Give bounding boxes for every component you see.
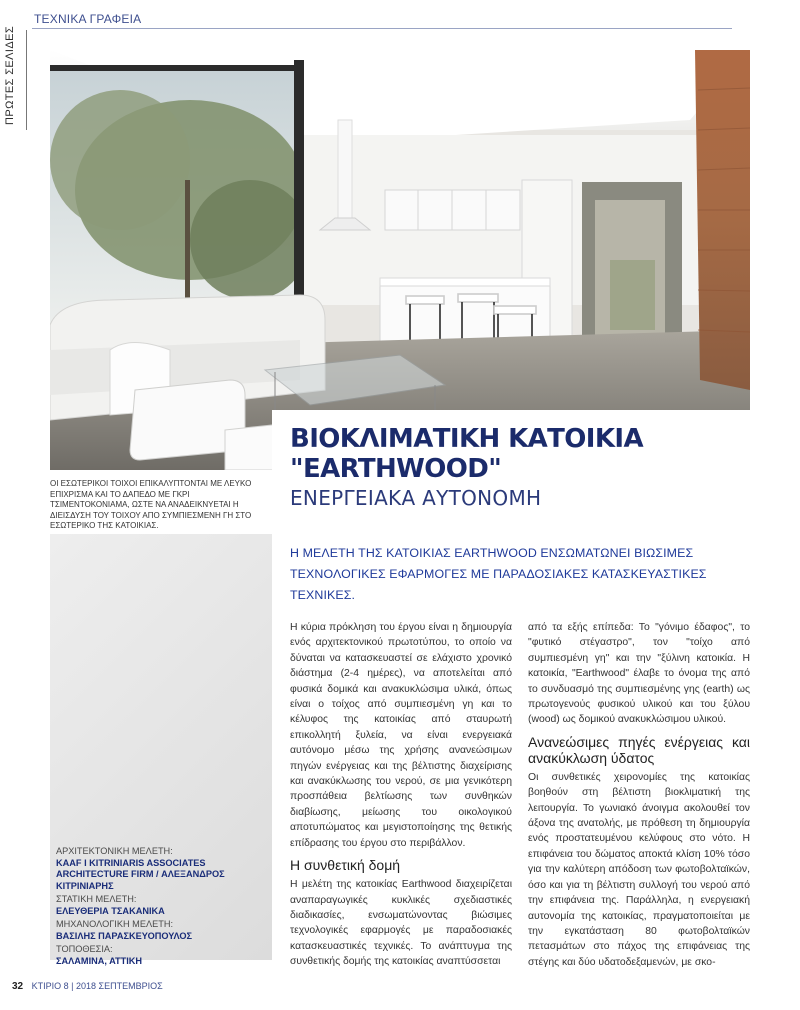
magazine-issue: ΚΤΙΡΙΟ 8 | 2018 ΣΕΠΤΕΜΒΡΙΟΣ — [31, 981, 163, 991]
body-paragraph: Οι συνθετικές χειρονομίες της κατοικίας βοηθούν στη βέλτιστη βιοκλιματική της λειτουργία. Το γωνιακό άνοιγμα ακολουθεί τον άξονα της ανατολής, με πρόθεση τη δημιουργία ενός προστατευμένου κελύφους στο νότο. Η επιφάνεια του δώματος αποκτά κλίση 10% τόσο για την καλύτερη απόδοση των φωτοβολταϊκών, όσο και για τη βέλτιστη συλλογή του νερού από την επιφάνεια της. Παράλληλα, η ενεργειακή αυτονομία της κατοικίας, πραγματοποιείται με την εγκατάσταση 80 φωτοβολταϊκών πετασμάτων στο πάχος της επιφάνειας της στέγης και δύο υδατοδεξαμενών, με σκο- — [528, 771, 750, 968]
body-paragraph: Η μελέτη της κατοικίας Earthwood διαχειρίζεται αναπαραγωγικές κυκλικές σχεδιαστικές διαδικασίες, ενσωματώνοντας βιώσιμες τεχνολογικές εφαρμογές με παραδοσιακές κατασκευαστικές τεχνικές. Το ανάπτυγμα της συνθετικής δομής της κατοικίας αναπτύσσεται — [290, 879, 512, 968]
project-credits — [56, 846, 272, 969]
hero-render-image — [50, 50, 750, 470]
credit-value: ΒΑΣΙΛΗΣ ΠΑΡΑΣΚΕΥΟΠΟΥΛΟΣ — [56, 930, 193, 941]
article-lead — [290, 543, 750, 606]
body-column-2 — [528, 620, 750, 970]
side-rule — [26, 30, 27, 130]
credit-value: KAAF I KITRINIARIS ASSOCIATES ARCHITECTURE FIRM / ΑΛΕΞΑΝΔΡΟΣ ΚΙΤΡΙΝΙΑΡΗΣ — [56, 857, 225, 891]
section-label: ΤΕΧΝΙΚΑ ΓΡΑΦΕΙΑ — [34, 12, 142, 26]
header-rule — [32, 28, 732, 29]
title-line-1: ΒΙΟΚΛΙΜΑΤΙΚΗ ΚΑΤΟΙΚΙΑ — [290, 424, 644, 454]
vertical-section-label: ΠΡΩΤΕΣ ΣΕΛΙΔΕΣ — [4, 25, 16, 125]
credit-label: ΜΗΧΑΝΟΛΟΓΙΚΗ ΜΕΛΕΤΗ: — [56, 919, 174, 929]
body-column-1 — [290, 620, 512, 970]
credit-value: ΣΑΛΑΜΙΝΑ, ΑΤΤΙΚΗ — [56, 955, 143, 966]
page-footer — [12, 981, 163, 992]
title-line-2: "EARTHWOOD" — [290, 454, 502, 484]
credit-label: ΑΡΧΙΤΕΚΤΟΝΙΚΗ ΜΕΛΕΤΗ: — [56, 846, 173, 856]
article-subtitle: ΕΝΕΡΓΕΙΑΚΑ ΑΥΤΟΝΟΜΗ — [290, 486, 542, 510]
body-paragraph: από τα εξής επίπεδα: Το "γόνιμο έδαφος", το "φυτικό στέγαστρο", τον "τοίχο από συμπιεσμένη γη" και την "ξύλινη κατοικία. Η κατοικία, "Earthwood" έλαβε το όνομα της από το συνδυασμό της συμπιεσμένης γης (earth) ως πρωτογενούς φυσικού υλικού και του ξύλου (wood) ως δομικού ανακυκλώσιμου υλικού. — [528, 622, 750, 726]
lead-line-1: Η ΜΕΛΕΤΗ ΤΗΣ ΚΑΤΟΙΚΙΑΣ EARTHWOOD ΕΝΣΩΜΑΤΩΝΕΙ ΒΙΩΣΙΜΕΣ — [290, 546, 694, 560]
section-heading: Ανανεώσιμες πηγές ενέργειας και ανακύκλωση ύδατος — [528, 733, 750, 766]
credit-label: ΤΟΠΟΘΕΣΙΑ: — [56, 944, 113, 954]
lead-line-2: ΤΕΧΝΟΛΟΓΙΚΕΣ ΕΦΑΡΜΟΓΕΣ ΜΕ ΠΑΡΑΔΟΣΙΑΚΕΣ ΚΑΤΑΣΚΕΥΑΣΤΙΚΕΣ ΤΕΧΝΙΚΕΣ. — [290, 567, 707, 602]
credit-value: ΕΛΕΥΘΕΡΙΑ ΤΣΑΚΑΝΙΚΑ — [56, 905, 165, 916]
body-paragraph: Η κύρια πρόκληση του έργου είναι η δημιουργία ενός αρχιτεκτονικού πρωτοτύπου, το οποίο να δύναται να κατασκευαστεί σε ελάχιστο χρονικό διάστημα (2-4 ημέρες), να αποτελείται από φυσικά δομικά και ανακυκλώσιμα υλικά, όπως είναι ο τοίχος από συμπιεσμένη γη και το κέλυφος της κατοικίας από σταυρωτή επικολλητή ξυλεία, να είναι ενεργειακά αυτόνομο μέσω της χρήσης ανανεώσιμων πηγών ενέργειας και της βέλτιστης διαχείρισης και ανακύκλωσης του νερού, σε μια γενικότερη προσπάθεια βελτίωσης των συνθηκών διαβίωσης, μείωσης του οικολογικού αποτυπώματος και μεγιστοποίησης της θετικής επίδρασης του έργου στο περιβάλλον. — [290, 622, 512, 849]
section-heading: Η συνθετική δομή — [290, 857, 401, 874]
article-title — [290, 424, 643, 484]
credit-label: ΣΤΑΤΙΚΗ ΜΕΛΕΤΗ: — [56, 894, 137, 904]
page-number: 32 — [12, 981, 24, 992]
image-caption: ΟΙ ΕΣΩΤΕΡΙΚΟΙ ΤΟΙΧΟΙ ΕΠΙΚΑΛΥΠΤΟΝΤΑΙ ΜΕ ΛΕΥΚΟ ΕΠΙΧΡΙΣΜΑ ΚΑΙ ΤΟ ΔΑΠΕΔΟ ΜΕ ΓΚΡΙ ΤΣΙΜΕΝΤΟΚΟΝΙΑΜΑ, ΩΣΤΕ ΝΑ ΑΝΑΔΕΙΚΝΥΕΤΑΙ Η ΔΙΕΙΣΔΥΣΗ ΤΟΥ ΤΟΙΧΟΥ ΑΠΟ ΣΥΜΠΙΕΣΜΕΝΗ ΓΗ ΣΤΟ ΕΣΩΤΕΡΙΚΟ ΤΗΣ ΚΑΤΟΙΚΙΑΣ. — [50, 479, 252, 530]
